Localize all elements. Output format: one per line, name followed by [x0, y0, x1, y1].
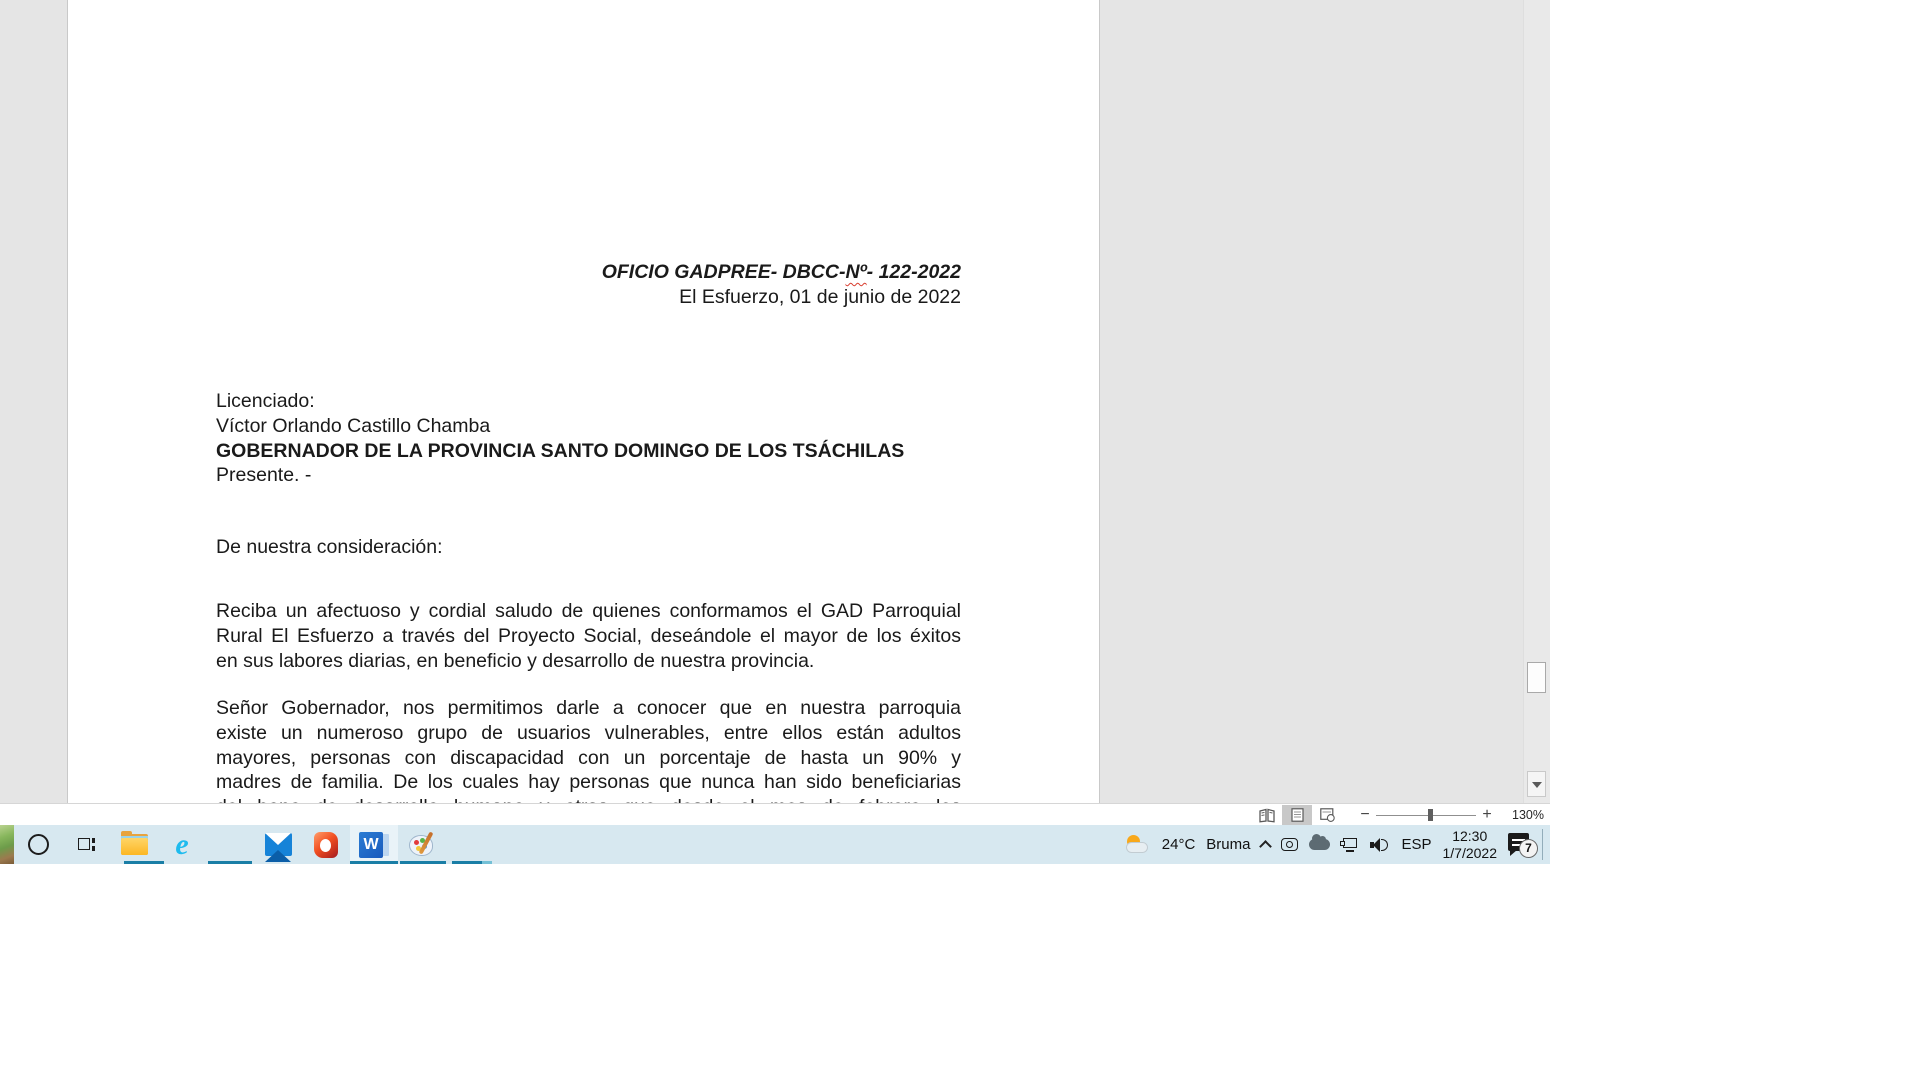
document-page[interactable]	[67, 0, 1100, 805]
body-line: en sus labores diarias, en beneficio y desarrollo de nuestra provincia.	[216, 649, 815, 672]
body-line: Reciba un afectuoso y cordial saludo de quienes conformamos el GAD Parroquial	[216, 600, 961, 622]
chevron-up-icon[interactable]	[1260, 840, 1273, 853]
recipient-line-bold: GOBERNADOR DE LA PROVINCIA SANTO DOMINGO DE LOS TSÁCHILAS	[216, 439, 905, 462]
task-view-button[interactable]	[62, 825, 110, 864]
office-icon	[314, 832, 338, 858]
hidden-app-button[interactable]	[446, 825, 494, 864]
file-explorer-button[interactable]	[110, 825, 158, 864]
notification-center-button[interactable]	[1508, 832, 1538, 858]
body-line: mayores, personas con discapacidad con un porcentaje de hasta un 90% y	[216, 746, 961, 769]
onedrive-cloud-icon[interactable]	[1309, 839, 1330, 850]
tray-temperature[interactable]: 24°C	[1161, 836, 1196, 853]
network-icon[interactable]	[1341, 838, 1359, 852]
salutation-line: De nuestra consideración:	[216, 536, 443, 558]
running-indicator	[400, 861, 446, 864]
cortana-icon	[28, 834, 49, 855]
task-view-icon	[78, 837, 95, 852]
word-status-bar	[0, 803, 1550, 825]
firefox-button[interactable]	[206, 825, 254, 864]
read-mode-icon	[1259, 809, 1275, 822]
tray-time: 12:30	[1452, 827, 1488, 844]
firefox-icon	[217, 832, 243, 858]
meet-now-icon[interactable]	[1281, 838, 1298, 851]
file-explorer-icon	[121, 834, 148, 855]
print-layout-icon	[1291, 808, 1304, 822]
cortana-button[interactable]	[14, 825, 62, 864]
running-indicator-light	[482, 861, 492, 864]
running-indicator	[350, 861, 398, 864]
clock[interactable]	[1443, 828, 1498, 862]
word-icon: W	[359, 832, 389, 858]
body-line: Señor Gobernador, nos permitimos darle a conocer que en nuestra parroquia	[216, 697, 961, 719]
body-line: Rural El Esfuerzo a través del Proyecto Social, deseándole el mayor de los éxitos	[216, 624, 961, 647]
letter-date-line: El Esfuerzo, 01 de junio de 2022	[679, 285, 961, 308]
zoom-out-button[interactable]: −	[1360, 806, 1370, 823]
word-button-active[interactable]	[350, 825, 398, 864]
scroll-down-button[interactable]	[1527, 771, 1546, 797]
print-layout-button[interactable]	[1282, 805, 1312, 825]
oficio-reference-line	[216, 260, 961, 285]
zoom-level[interactable]: 130%	[1512, 808, 1544, 822]
scrollbar-thumb[interactable]	[1527, 662, 1546, 693]
recipient-block	[216, 389, 961, 488]
running-indicator	[452, 861, 482, 864]
read-mode-button[interactable]	[1252, 805, 1282, 825]
tray-date: 1/7/2022	[1442, 844, 1497, 861]
mail-icon	[265, 833, 292, 856]
windows-taskbar	[0, 825, 1550, 864]
weather-icon[interactable]	[1125, 834, 1151, 856]
language-indicator[interactable]: ESP	[1401, 836, 1432, 853]
paragraph-1	[216, 599, 961, 673]
tray-weather-condition[interactable]: Bruma	[1206, 836, 1251, 853]
zoom-slider[interactable]	[1376, 805, 1476, 825]
paint-icon	[408, 832, 436, 858]
office-button[interactable]	[302, 825, 350, 864]
internet-explorer-button[interactable]	[158, 825, 206, 864]
running-indicator	[208, 861, 252, 864]
show-desktop-divider[interactable]	[1542, 829, 1543, 860]
wallpaper-sliver	[0, 825, 14, 864]
zoom-slider-thumb[interactable]	[1428, 809, 1433, 821]
speaker-icon[interactable]	[1370, 837, 1390, 853]
title-pre: OFICIO GADPREE- DBCC-	[601, 261, 846, 283]
body-line: madres de familia. De los cuales hay personas que nunca han sido beneficiarias	[216, 771, 961, 794]
vertical-scrollbar[interactable]	[1523, 0, 1550, 803]
web-layout-icon	[1320, 808, 1335, 822]
paragraph-2	[216, 696, 961, 820]
paint-button[interactable]	[398, 825, 446, 864]
zoom-slider-track[interactable]	[1376, 815, 1476, 817]
mail-button[interactable]	[254, 825, 302, 864]
recipient-line: Víctor Orlando Castillo Chamba	[216, 414, 491, 437]
internet-explorer-icon: e	[175, 827, 189, 861]
body-line: existe un numeroso grupo de usuarios vulnerables, entre ellos están adultos	[216, 721, 961, 744]
title-post: - 122-2022	[866, 261, 961, 283]
recipient-line: Licenciado:	[216, 390, 315, 412]
title-spellcheck-word: Nº	[845, 261, 867, 283]
scroll-down-arrow-icon	[1532, 782, 1542, 788]
notification-badge: 7	[1519, 839, 1538, 858]
letter-heading	[216, 260, 961, 310]
recipient-line: Presente. -	[216, 464, 312, 487]
zoom-controls	[1356, 805, 1544, 825]
zoom-in-button[interactable]: +	[1482, 806, 1492, 823]
web-layout-button[interactable]	[1312, 805, 1342, 825]
